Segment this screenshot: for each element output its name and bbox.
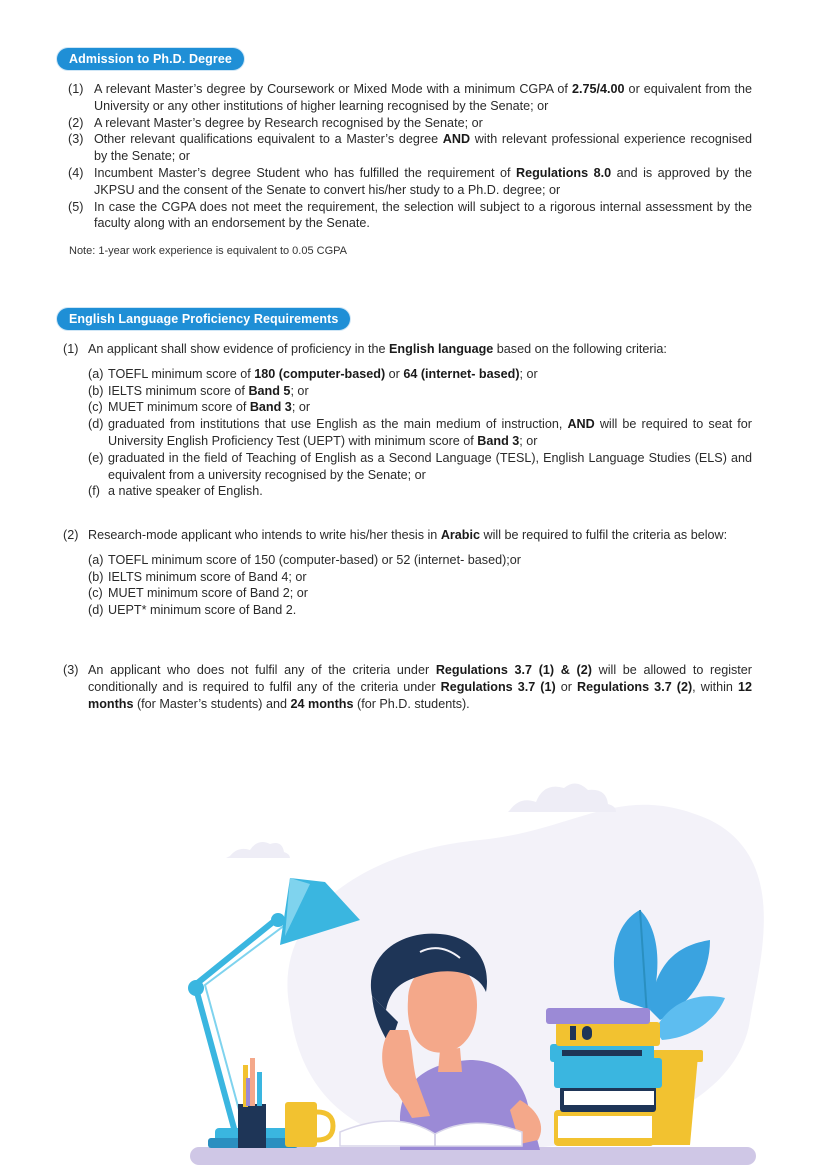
english-heading: English Language Proficiency Requirements (57, 308, 350, 330)
item-text: A relevant Master’s degree by Coursework or Mixed Mode with a minimum CGPA of 2.75/4.00 or equivalent from the University or any other institutions of higher learning recognised by the Senate; or (94, 82, 752, 113)
sub-item-e (88, 450, 752, 484)
book (554, 1058, 662, 1088)
sub-item-c (88, 585, 752, 602)
admission-item-2 (68, 115, 752, 132)
item-text: A relevant Master’s degree by Research recognised by the Senate; or (94, 115, 483, 130)
item-text: Other relevant qualifications equivalent to a Master’s degree AND with relevant professional experience recognised by the Senate; or (94, 132, 752, 164)
sub-item-a (88, 552, 752, 569)
sub-text: MUET minimum score of Band 2; or (108, 586, 308, 601)
item-number: (2) (68, 115, 84, 130)
sub-item-b (88, 383, 752, 400)
english-item-2 (63, 527, 752, 619)
item-row (63, 341, 752, 358)
sub-text: graduated in the field of Teaching of English as a Second Language (TESL), English Language Studies (ELS) and equivalent from a university recognised by the Senate; or (108, 450, 752, 482)
sub-number: (a) (88, 552, 104, 567)
student-face (408, 963, 477, 1052)
bold-text: Regulations 3.7 (1) & (2) (435, 663, 592, 677)
bold-text: Regulations 3.7 (2) (577, 679, 693, 694)
sub-item-d (88, 602, 752, 619)
cloud-icon (508, 783, 616, 812)
item-number: (3) (63, 663, 79, 677)
sub-text: IELTS minimum score of Band 5; or (108, 383, 309, 398)
sub-list (88, 552, 752, 619)
sub-list (88, 366, 752, 500)
english-item-1 (63, 341, 752, 500)
admission-item-4 (68, 165, 752, 199)
sub-item-c (88, 399, 752, 416)
bold-text: AND (442, 132, 471, 147)
sub-number: (c) (88, 586, 103, 601)
bold-text: 12 months (88, 679, 753, 711)
bold-text: Regulations 3.7 (1) (440, 679, 556, 694)
sub-item-d (88, 416, 752, 450)
sub-number: (f) (88, 484, 100, 499)
sub-number: (d) (88, 603, 104, 618)
sub-number: (b) (88, 569, 104, 584)
bold-text: Regulations 8.0 (516, 165, 612, 180)
sub-text: UEPT* minimum score of Band 2. (108, 603, 297, 618)
admission-item-1 (68, 81, 752, 115)
admission-note: Note: 1-year work experience is equivalent to 0.05 CGPA (69, 245, 347, 257)
admission-list (68, 81, 752, 232)
admission-item-5 (68, 199, 752, 233)
bold-text: 2.75/4.00 (571, 82, 625, 96)
item-number: (1) (63, 342, 79, 356)
item-number: (1) (68, 82, 84, 96)
sub-item-b (88, 569, 752, 586)
english-item-3 (63, 662, 752, 712)
book (546, 1008, 650, 1024)
bold-text: English language (389, 342, 494, 356)
bold-text: 24 months (290, 696, 354, 711)
mug (285, 1102, 317, 1147)
admission-item-3 (68, 131, 752, 165)
sub-number: (a) (88, 366, 104, 381)
item-text: An applicant shall show evidence of proficiency in the English language based on the following criteria: (88, 342, 667, 356)
sub-text: a native speaker of English. (108, 484, 263, 499)
sub-number: (d) (88, 417, 104, 432)
bold-text: 180 (computer-based) (254, 366, 386, 381)
bold-text: Band 5 (248, 383, 291, 398)
pencil-cup (238, 1104, 266, 1148)
item-text: In case the CGPA does not meet the requirement, the selection will subject to a rigorous internal assessment by the faculty along with an endorsement by the Senate. (94, 199, 752, 231)
sub-text: TOEFL minimum score of 180 (computer-based) or 64 (internet- based); or (108, 366, 538, 381)
sub-number: (e) (88, 450, 104, 465)
item-text: An applicant who does not fulfil any of the criteria under Regulations 3.7 (1) & (2) will be allowed to register conditionally and is required to fulfil any of the criteria under Regulations 3.7 (1) or Regulations 3.7 (2), within 12 months (for Master’s students) and 24 months (for Ph.D. students). (88, 663, 753, 711)
item-row (63, 527, 752, 544)
item-number: (4) (68, 165, 84, 180)
sub-item-f (88, 483, 752, 500)
bold-text: Arabic (440, 528, 481, 542)
sub-number: (c) (88, 400, 103, 415)
sub-number: (b) (88, 383, 104, 398)
sub-text: graduated from institutions that use English as the main medium of instruction, AND will be required to seat for University English Proficiency Test (UEPT) with minimum score of Band 3; or (108, 417, 752, 448)
bold-text: Band 3 (477, 433, 520, 448)
item-row (63, 662, 752, 712)
cloud-icon (226, 842, 290, 858)
item-text: Incumbent Master’s degree Student who has fulfilled the requirement of Regulations 8.0 and is approved by the JKPSU and the consent of the Senate to convert his/her study to a Ph.D. degree; or (94, 165, 752, 197)
sub-item-a (88, 366, 752, 383)
bold-text: AND (567, 417, 595, 432)
bold-text: 64 (internet- based) (403, 366, 520, 381)
sub-text: TOEFL minimum score of 150 (computer-based) or 52 (internet- based);or (108, 552, 521, 567)
item-number: (3) (68, 132, 84, 147)
bold-text: Band 3 (249, 400, 292, 415)
item-number: (5) (68, 199, 84, 214)
sub-text: MUET minimum score of Band 3; or (108, 400, 311, 415)
item-number: (2) (63, 528, 79, 542)
item-text: Research-mode applicant who intends to write his/her thesis in Arabic will be required to fulfil the criteria as below: (88, 528, 728, 542)
student-studying-illustration (150, 760, 790, 1169)
admission-heading: Admission to Ph.D. Degree (57, 48, 244, 70)
sub-text: IELTS minimum score of Band 4; or (108, 569, 307, 584)
